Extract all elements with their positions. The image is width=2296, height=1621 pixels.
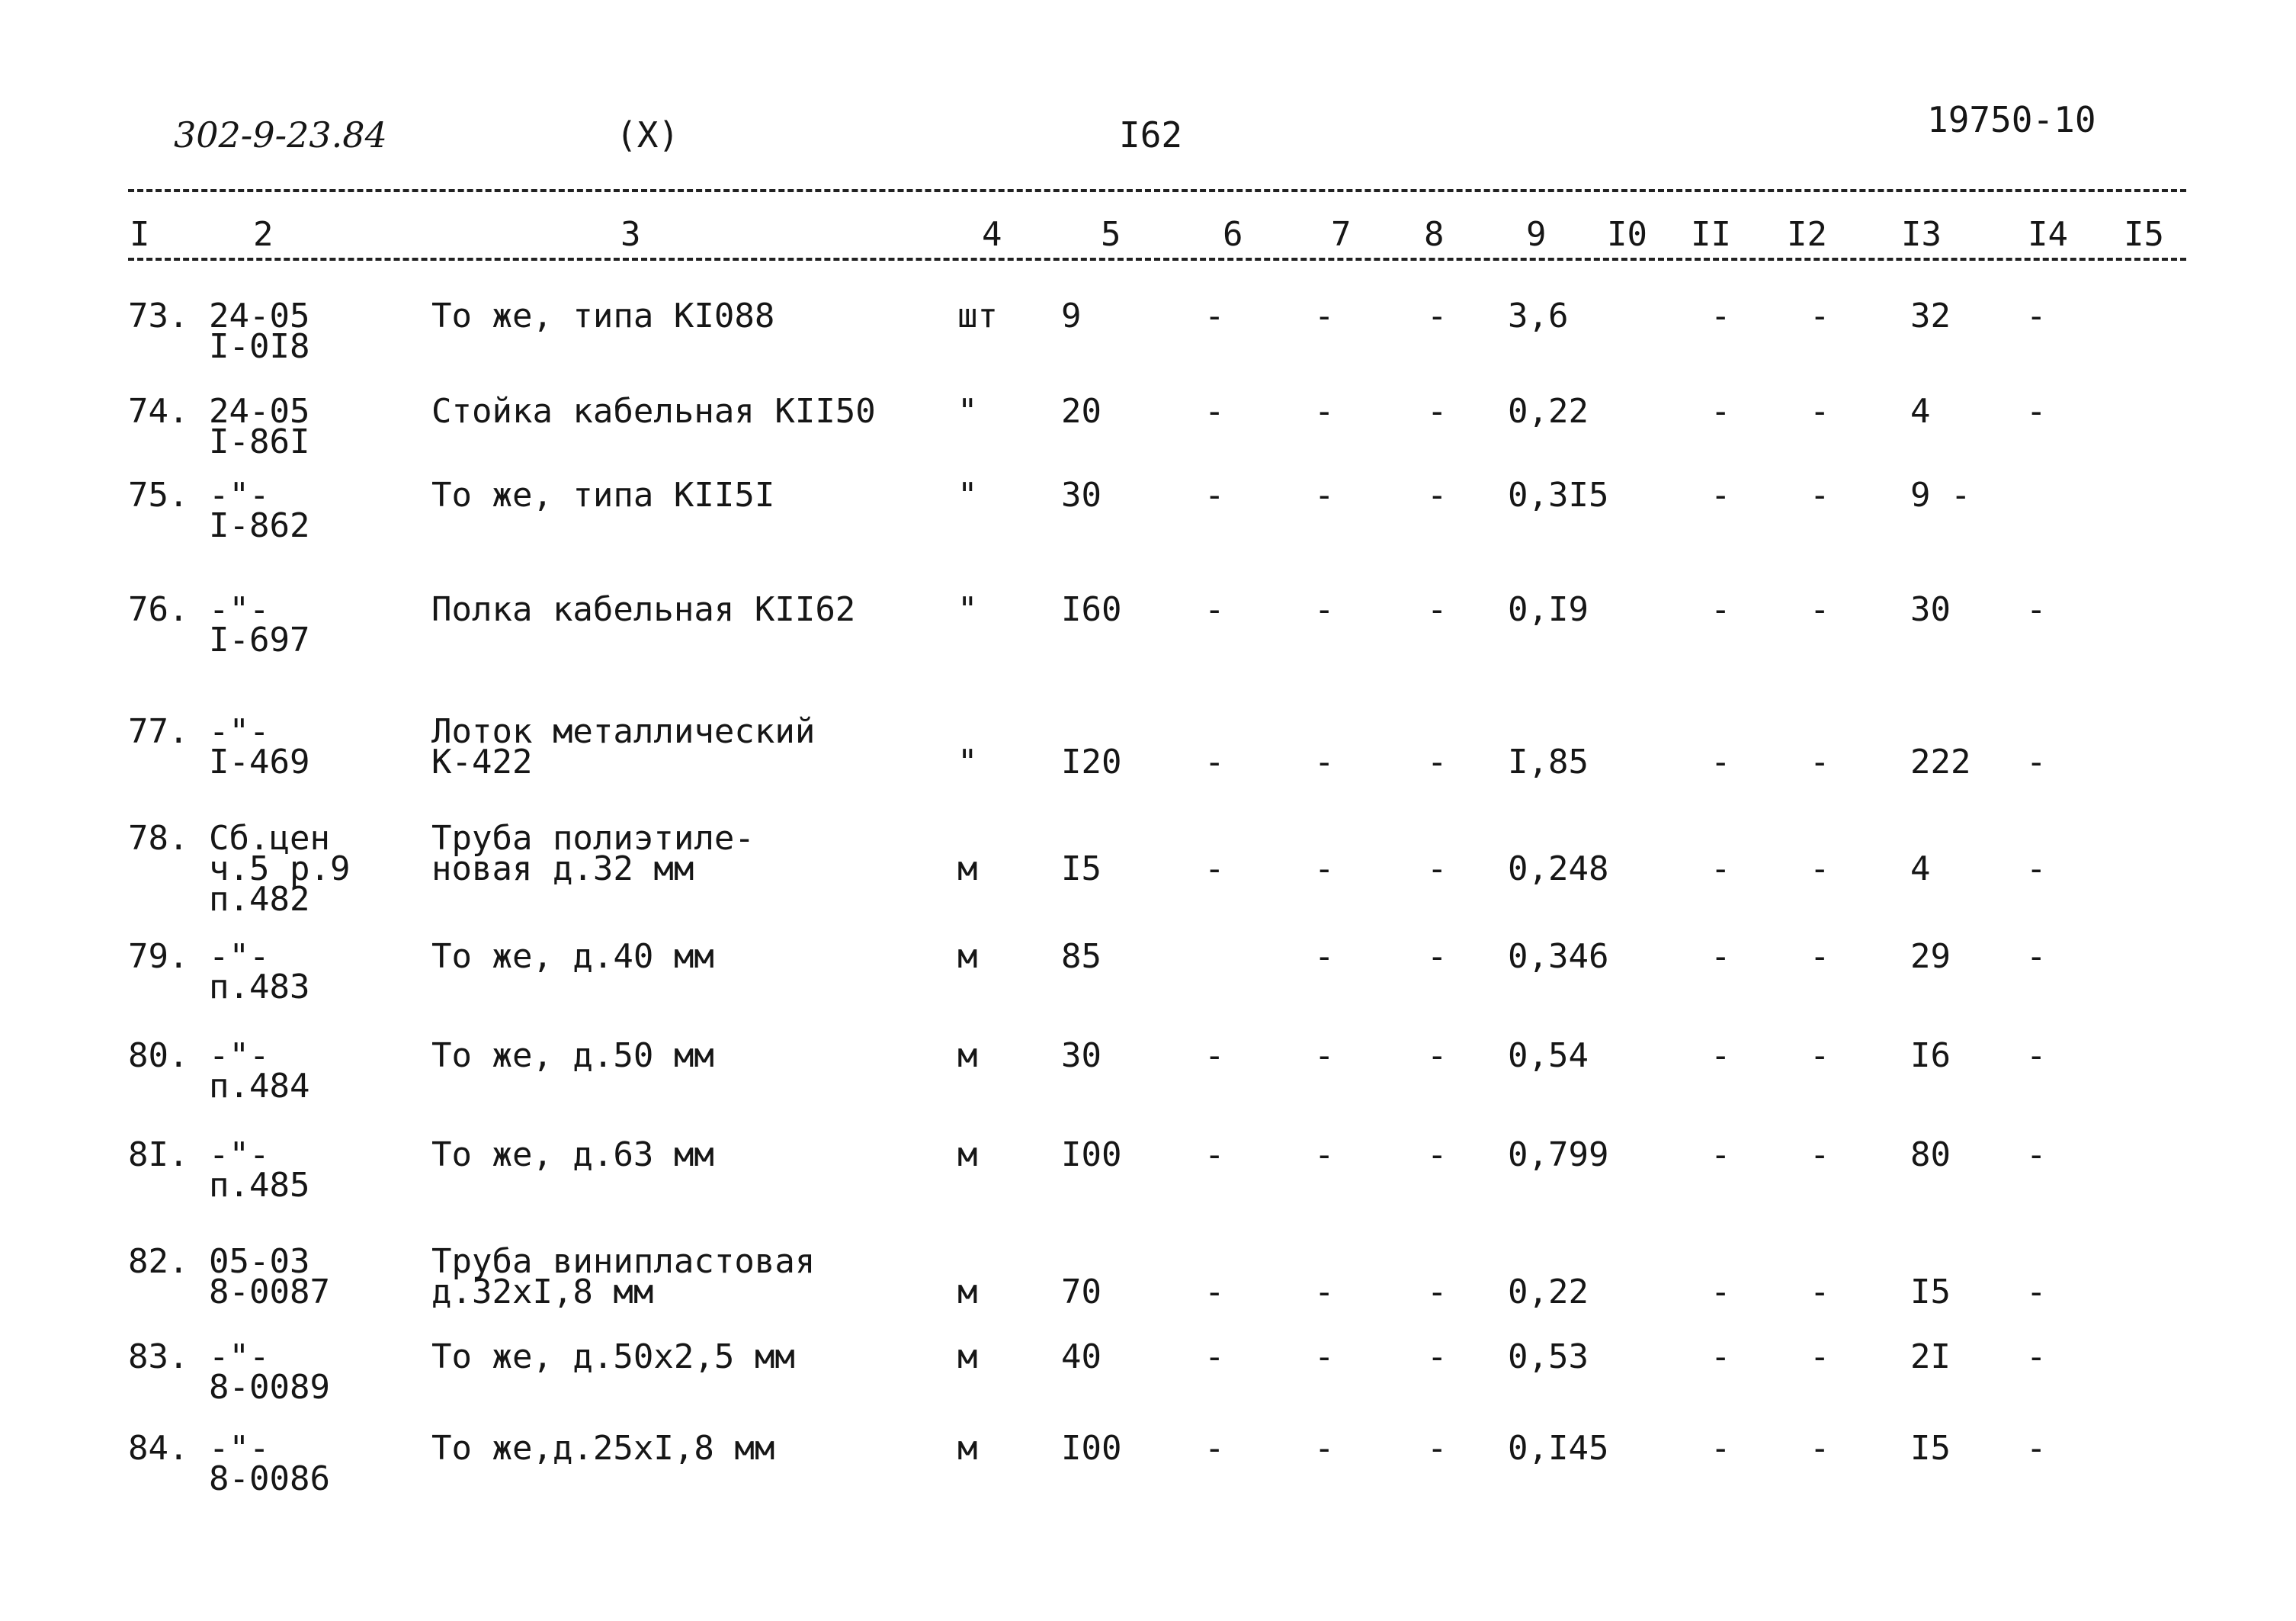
col6-value: - xyxy=(1204,590,1225,629)
item-name-line1: Стойка кабельная КII50 xyxy=(431,392,876,431)
col11-value: - xyxy=(1711,1135,1731,1174)
price-code-line2: I-469 xyxy=(209,743,310,782)
total-mass-value: 29 xyxy=(1910,937,1951,976)
quantity: 30 xyxy=(1061,1036,1102,1075)
total-mass-value: I5 xyxy=(1910,1429,1951,1468)
col11-value: - xyxy=(1711,392,1731,431)
col14-value: - xyxy=(2026,1429,2047,1468)
unit: м xyxy=(957,1036,978,1075)
row-number: 8I. xyxy=(128,1135,189,1174)
unit-mass-value: 0,22 xyxy=(1508,1273,1589,1311)
total-mass-value: 32 xyxy=(1910,297,1951,335)
column-number: I2 xyxy=(1787,215,1827,254)
column-number: II xyxy=(1691,215,1731,254)
price-code-line1: -"- xyxy=(209,937,270,976)
col14-value: - xyxy=(2026,1135,2047,1174)
total-mass-value: 9 - xyxy=(1910,476,1971,515)
item-name-line1: Труба винипластовая xyxy=(431,1242,816,1281)
price-code-line2: I-0I8 xyxy=(209,327,310,366)
col14-value: - xyxy=(2026,1036,2047,1075)
col6-value: - xyxy=(1204,1337,1225,1376)
row-number: 78. xyxy=(128,819,189,858)
column-number: 5 xyxy=(1101,215,1121,254)
row-number: 83. xyxy=(128,1337,189,1376)
section-label: (X) xyxy=(616,114,680,156)
item-name-line1: То же, типа КI088 xyxy=(431,297,775,335)
col14-value: - xyxy=(2026,849,2047,888)
price-code-line2: I-862 xyxy=(209,506,310,545)
col7-value: - xyxy=(1314,937,1335,976)
price-code-line1: -"- xyxy=(209,590,270,629)
item-name-line2: К-422 xyxy=(431,743,533,782)
col11-value: - xyxy=(1711,297,1731,335)
column-number: 4 xyxy=(982,215,1002,254)
item-name-line2: д.32хI,8 мм xyxy=(431,1273,654,1311)
price-code-line3: п.482 xyxy=(209,880,310,919)
item-name-line1: То же, д.50 мм xyxy=(431,1036,714,1075)
row-number: 80. xyxy=(128,1036,189,1075)
price-code-line2: 8-0087 xyxy=(209,1273,330,1311)
total-mass-value: 2I xyxy=(1910,1337,1951,1376)
unit: м xyxy=(957,1273,978,1311)
price-code-line1: -"- xyxy=(209,1036,270,1075)
col11-value: - xyxy=(1711,743,1731,782)
col7-value: - xyxy=(1314,297,1335,335)
col14-value: - xyxy=(2026,937,2047,976)
col8-value: - xyxy=(1427,1429,1448,1468)
total-mass-value: 80 xyxy=(1910,1135,1951,1174)
row-number: 74. xyxy=(128,392,189,431)
col11-value: - xyxy=(1711,1337,1731,1376)
price-code-line1: Сб.цен xyxy=(209,819,330,858)
price-code-line2: 8-0086 xyxy=(209,1459,330,1498)
col6-value: - xyxy=(1204,849,1225,888)
col12-value: - xyxy=(1810,476,1830,515)
col14-value: - xyxy=(2026,392,2047,431)
col6-value: - xyxy=(1204,297,1225,335)
unit: " xyxy=(957,590,978,629)
column-number: 9 xyxy=(1526,215,1547,254)
item-name-line1: То же, д.40 мм xyxy=(431,937,714,976)
col8-value: - xyxy=(1427,1337,1448,1376)
total-mass-value: 30 xyxy=(1910,590,1951,629)
price-code-line1: 24-05 xyxy=(209,392,310,431)
unit-mass-value: 0,54 xyxy=(1508,1036,1589,1075)
unit-mass-value: 0,248 xyxy=(1508,849,1609,888)
quantity: 9 xyxy=(1061,297,1082,335)
col6-value: - xyxy=(1204,1135,1225,1174)
price-code-line2: п.483 xyxy=(209,968,310,1006)
col7-value: - xyxy=(1314,590,1335,629)
col7-value: - xyxy=(1314,392,1335,431)
price-code-line2: I-697 xyxy=(209,621,310,660)
unit: шт xyxy=(957,297,998,335)
price-code-line1: 05-03 xyxy=(209,1242,310,1281)
price-code-line2: 8-0089 xyxy=(209,1368,330,1407)
col6-value: - xyxy=(1204,476,1225,515)
col8-value: - xyxy=(1427,1273,1448,1311)
quantity: I60 xyxy=(1061,590,1122,629)
item-name-line2: новая д.32 мм xyxy=(431,849,694,888)
col12-value: - xyxy=(1810,849,1830,888)
col6-value: - xyxy=(1204,392,1225,431)
col6-value: - xyxy=(1204,1429,1225,1468)
col8-value: - xyxy=(1427,937,1448,976)
item-name-line1: То же, типа КII5I xyxy=(431,476,775,515)
col8-value: - xyxy=(1427,743,1448,782)
row-number: 79. xyxy=(128,937,189,976)
page-number: I62 xyxy=(1119,114,1183,156)
item-name-line1: Полка кабельная КII62 xyxy=(431,590,856,629)
row-number: 84. xyxy=(128,1429,189,1468)
unit-mass-value: 0,53 xyxy=(1508,1337,1589,1376)
col7-value: - xyxy=(1314,743,1335,782)
col12-value: - xyxy=(1810,1429,1830,1468)
col11-value: - xyxy=(1711,1036,1731,1075)
column-number: I3 xyxy=(1901,215,1942,254)
col14-value: - xyxy=(2026,590,2047,629)
price-code-line1: -"- xyxy=(209,1135,270,1174)
col6-value: - xyxy=(1204,1036,1225,1075)
total-mass-value: 4 xyxy=(1910,392,1931,431)
column-number: 7 xyxy=(1331,215,1352,254)
row-number: 73. xyxy=(128,297,189,335)
col12-value: - xyxy=(1810,1273,1830,1311)
total-mass-value: I5 xyxy=(1910,1273,1951,1311)
row-number: 75. xyxy=(128,476,189,515)
unit-mass-value: 0,I45 xyxy=(1508,1429,1609,1468)
column-header-divider xyxy=(128,258,2186,261)
col11-value: - xyxy=(1711,1273,1731,1311)
item-name-line1: Лоток металлический xyxy=(431,712,816,751)
col7-value: - xyxy=(1314,1273,1335,1311)
unit: м xyxy=(957,1429,978,1468)
column-number: I4 xyxy=(2028,215,2068,254)
price-code-line1: -"- xyxy=(209,712,270,751)
col12-value: - xyxy=(1810,937,1830,976)
col11-value: - xyxy=(1711,476,1731,515)
col7-value: - xyxy=(1314,1429,1335,1468)
price-code-line2: ч.5 р.9 xyxy=(209,849,351,888)
col14-value: - xyxy=(2026,297,2047,335)
col11-value: - xyxy=(1711,590,1731,629)
column-number: 3 xyxy=(620,215,641,254)
unit: м xyxy=(957,1135,978,1174)
quantity: 85 xyxy=(1061,937,1102,976)
quantity: 40 xyxy=(1061,1337,1102,1376)
column-number: I xyxy=(130,215,150,254)
column-number: I0 xyxy=(1607,215,1647,254)
col7-value: - xyxy=(1314,476,1335,515)
unit: м xyxy=(957,937,978,976)
column-number: I5 xyxy=(2124,215,2164,254)
col14-value: - xyxy=(2026,1273,2047,1311)
unit-mass-value: 3,6 xyxy=(1508,297,1569,335)
col7-value: - xyxy=(1314,1337,1335,1376)
col8-value: - xyxy=(1427,392,1448,431)
row-number: 82. xyxy=(128,1242,189,1281)
col6-value: - xyxy=(1204,743,1225,782)
unit: " xyxy=(957,476,978,515)
col7-value: - xyxy=(1314,849,1335,888)
col6-value: - xyxy=(1204,1273,1225,1311)
col8-value: - xyxy=(1427,476,1448,515)
quantity: I00 xyxy=(1061,1429,1122,1468)
col8-value: - xyxy=(1427,297,1448,335)
price-code-line1: 24-05 xyxy=(209,297,310,335)
col8-value: - xyxy=(1427,1036,1448,1075)
col8-value: - xyxy=(1427,590,1448,629)
row-number: 76. xyxy=(128,590,189,629)
col11-value: - xyxy=(1711,1429,1731,1468)
col12-value: - xyxy=(1810,1036,1830,1075)
col12-value: - xyxy=(1810,1135,1830,1174)
item-name-line1: То же,д.25хI,8 мм xyxy=(431,1429,775,1468)
document-id: 19750-10 xyxy=(1927,99,2096,140)
price-code-line2: п.484 xyxy=(209,1067,310,1106)
total-mass-value: 4 xyxy=(1910,849,1931,888)
unit-mass-value: 0,22 xyxy=(1508,392,1589,431)
quantity: I5 xyxy=(1061,849,1102,888)
header-divider xyxy=(128,189,2186,192)
col7-value: - xyxy=(1314,1036,1335,1075)
column-number: 8 xyxy=(1424,215,1445,254)
unit-mass-value: I,85 xyxy=(1508,743,1589,782)
unit-mass-value: 0,346 xyxy=(1508,937,1609,976)
unit-mass-value: 0,I9 xyxy=(1508,590,1589,629)
unit: м xyxy=(957,849,978,888)
col12-value: - xyxy=(1810,743,1830,782)
document-code: 302-9-23.84 xyxy=(174,114,387,156)
column-number: 2 xyxy=(253,215,274,254)
item-name-line1: Труба полиэтиле- xyxy=(431,819,755,858)
col8-value: - xyxy=(1427,849,1448,888)
quantity: 20 xyxy=(1061,392,1102,431)
price-code-line2: I-86I xyxy=(209,422,310,461)
col14-value: - xyxy=(2026,1337,2047,1376)
price-code-line1: -"- xyxy=(209,1337,270,1376)
unit: " xyxy=(957,743,978,782)
col12-value: - xyxy=(1810,590,1830,629)
unit: " xyxy=(957,392,978,431)
quantity: I20 xyxy=(1061,743,1122,782)
total-mass-value: 222 xyxy=(1910,743,1971,782)
row-number: 77. xyxy=(128,712,189,751)
item-name-line1: То же, д.50х2,5 мм xyxy=(431,1337,795,1376)
quantity: I00 xyxy=(1061,1135,1122,1174)
quantity: 70 xyxy=(1061,1273,1102,1311)
col7-value: - xyxy=(1314,1135,1335,1174)
col14-value: - xyxy=(2026,743,2047,782)
total-mass-value: I6 xyxy=(1910,1036,1951,1075)
quantity: 30 xyxy=(1061,476,1102,515)
column-number: 6 xyxy=(1223,215,1243,254)
price-code-line1: -"- xyxy=(209,1429,270,1468)
col12-value: - xyxy=(1810,392,1830,431)
unit: м xyxy=(957,1337,978,1376)
col11-value: - xyxy=(1711,849,1731,888)
col8-value: - xyxy=(1427,1135,1448,1174)
unit-mass-value: 0,3I5 xyxy=(1508,476,1609,515)
unit-mass-value: 0,799 xyxy=(1508,1135,1609,1174)
price-code-line2: п.485 xyxy=(209,1166,310,1205)
price-code-line1: -"- xyxy=(209,476,270,515)
col12-value: - xyxy=(1810,1337,1830,1376)
col11-value: - xyxy=(1711,937,1731,976)
item-name-line1: То же, д.63 мм xyxy=(431,1135,714,1174)
col12-value: - xyxy=(1810,297,1830,335)
